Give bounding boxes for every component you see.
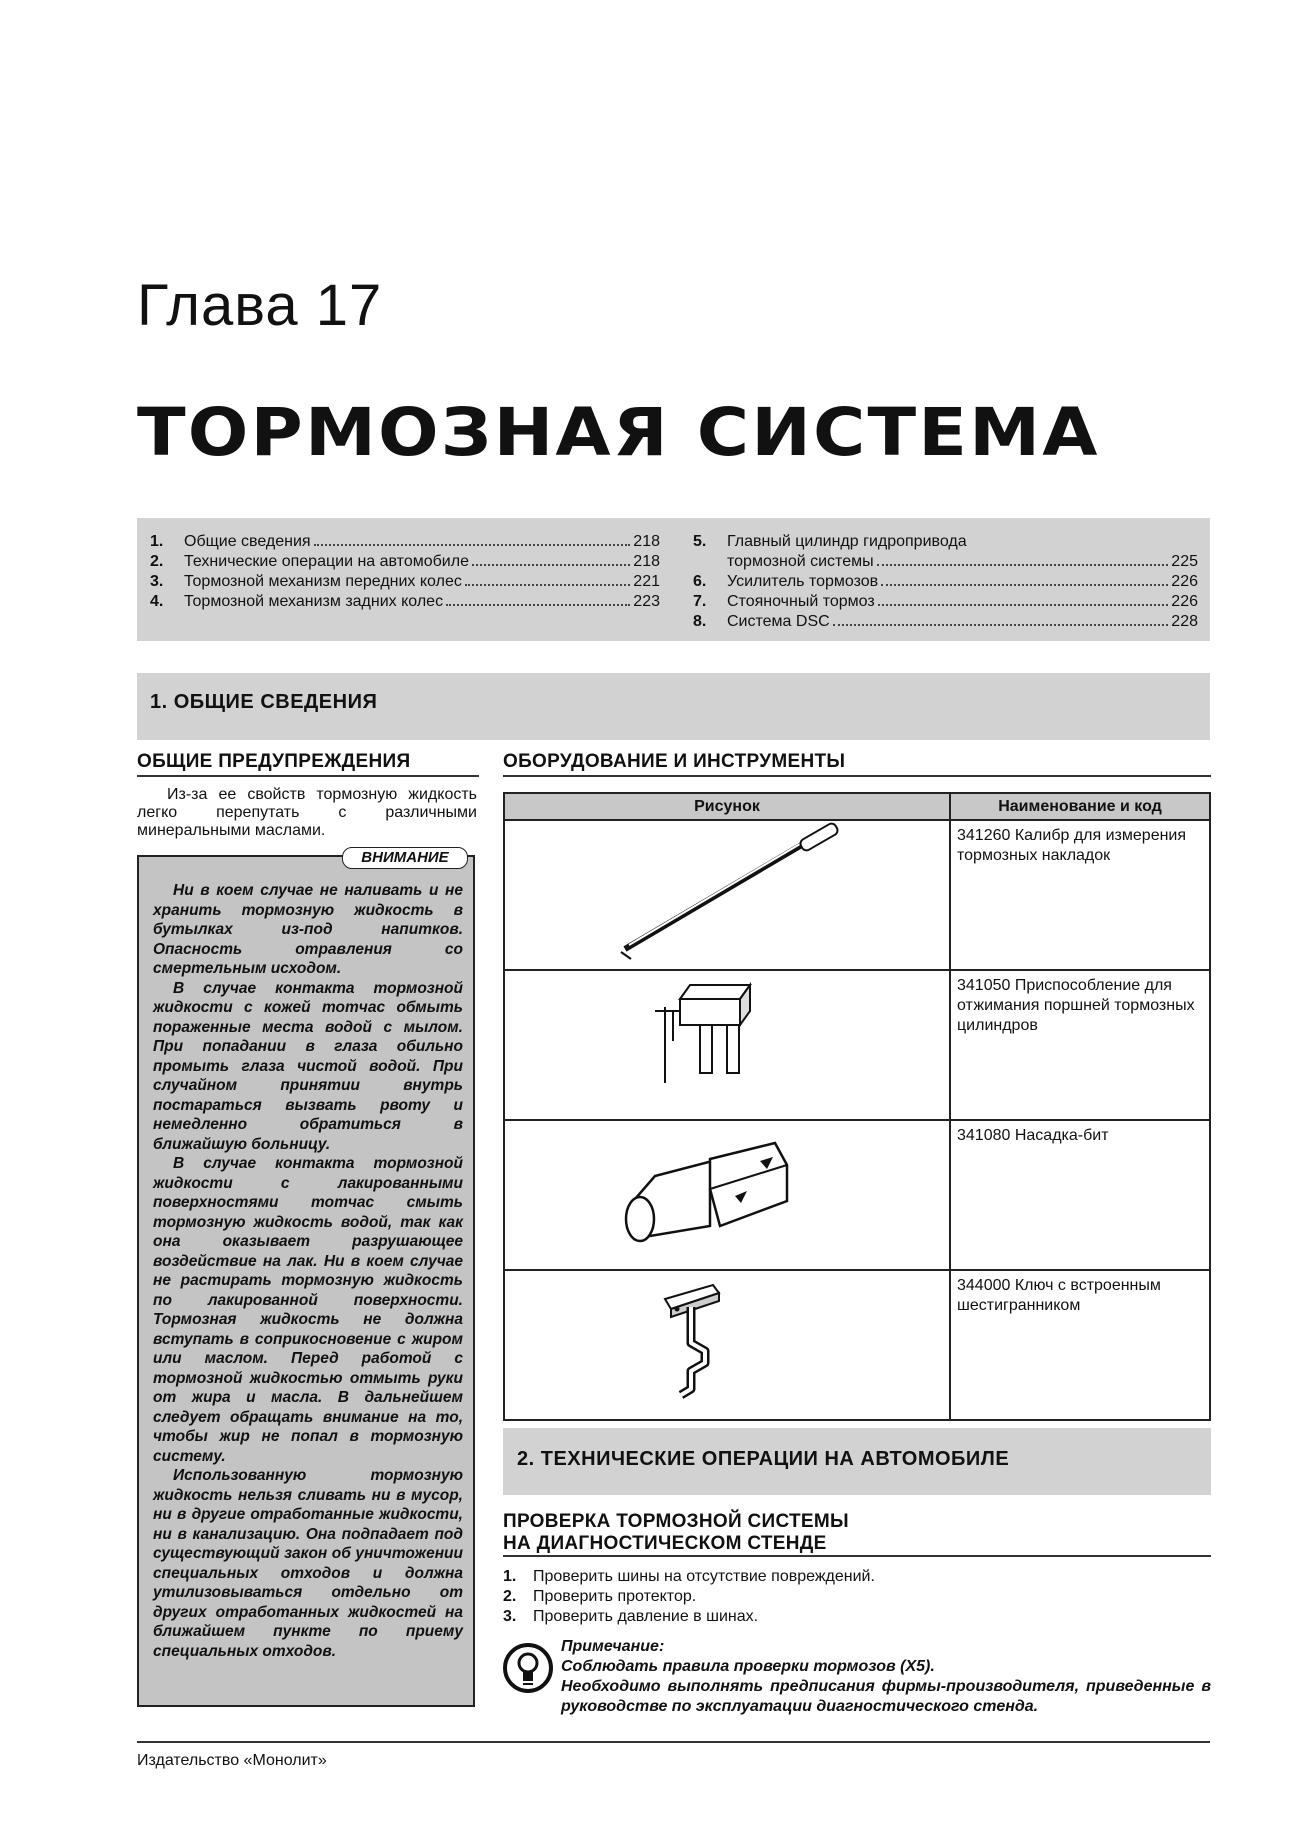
- note-line: Необходимо выполнять предписания фирмы-производителя, приведенные в руководстве по эксплуатации диагностического стенда.: [561, 1678, 1211, 1715]
- toc-item[interactable]: 6. Усилитель тормозов 226: [693, 573, 1198, 590]
- table-of-contents: [137, 518, 1210, 641]
- check-heading-rule: [503, 1555, 1211, 1557]
- attention-text: [153, 881, 463, 1661]
- toc-item[interactable]: 8. Система DSC 228: [693, 613, 1198, 630]
- section-1-title: 1. ОБЩИЕ СВЕДЕНИЯ: [150, 691, 378, 713]
- warnings-heading-rule: [137, 775, 479, 777]
- table-row: [504, 1270, 1210, 1420]
- hex-bit-icon: [505, 1121, 943, 1264]
- hex-key-icon: [505, 1271, 943, 1414]
- tool-picture-cell: [504, 970, 950, 1120]
- toc-item-continued[interactable]: тормозной системы 225: [727, 553, 1198, 570]
- table-row: [504, 970, 1210, 1120]
- equipment-heading: ОБОРУДОВАНИЕ И ИНСТРУМЕНТЫ: [503, 751, 846, 772]
- tool-name: 341080 Насадка-бит: [950, 1120, 1210, 1270]
- section-2-title: 2. ТЕХНИЧЕСКИЕ ОПЕРАЦИИ НА АВТОМОБИЛЕ: [517, 1448, 1010, 1470]
- note-text: [561, 1637, 1211, 1717]
- toc-item[interactable]: 1. Общие сведения 218: [150, 533, 660, 550]
- tool-name: 341260 Калибр для измерения тормозных накладок: [950, 820, 1210, 970]
- warnings-intro: Из-за ее свойств тормозную жидкость легко перепутать с различными минеральными маслами.: [137, 786, 477, 839]
- list-item: 1. Проверить шины на отсутствие повреждений.: [503, 1568, 875, 1585]
- toc-item[interactable]: 5. Главный цилиндр гидропривода: [693, 533, 967, 550]
- chapter-title: ТОРМОЗНАЯ СИСТЕМА: [137, 394, 1100, 471]
- table-row: [504, 1120, 1210, 1270]
- lightbulb-icon: [503, 1643, 553, 1693]
- publisher-footer: Издательство «Монолит»: [137, 1752, 327, 1769]
- attention-paragraph: В случае контакта тормозной жидкости с кожей тотчас обмыть пораженные места водой с мылом. При попадании в глаза обильно промыть глаза чистой водой. При случайном принятии внутрь постараться вызвать рвоту и немедленно обратиться в ближайшую больницу.: [153, 979, 463, 1153]
- toc-item[interactable]: 7. Стояночный тормоз 226: [693, 593, 1198, 610]
- tool-picture-cell: [504, 1270, 950, 1420]
- tool-name: 344000 Ключ с встроенным шестигранником: [950, 1270, 1210, 1420]
- toc-item[interactable]: 2. Технические операции на автомобиле 218: [150, 553, 660, 570]
- section-2-header: [503, 1428, 1211, 1495]
- equipment-table-header: [504, 793, 1210, 820]
- tool-picture-cell: [504, 1120, 950, 1270]
- chapter-number: Глава 17: [137, 273, 383, 338]
- list-item: 2. Проверить протектор.: [503, 1588, 697, 1605]
- tool-name: 341050 Приспособление для отжимания поршней тормозных цилиндров: [950, 970, 1210, 1120]
- list-item: 3. Проверить давление в шинах.: [503, 1608, 759, 1625]
- equipment-table: [503, 792, 1211, 1421]
- toc-item[interactable]: 4. Тормозной механизм задних колес 223: [150, 593, 660, 610]
- equipment-heading-rule: [503, 775, 1211, 777]
- warnings-heading: ОБЩИЕ ПРЕДУПРЕЖДЕНИЯ: [137, 751, 411, 772]
- gauge-icon: [505, 821, 943, 964]
- footer-rule: [137, 1741, 1210, 1743]
- attention-box: [137, 849, 475, 1707]
- note-label: Примечание:: [561, 1638, 665, 1655]
- tool-picture-cell: [504, 820, 950, 970]
- section-1-header: [137, 673, 1210, 740]
- toc-right-column: [693, 532, 1198, 632]
- attention-paragraph: Использованную тормозную жидкость нельзя сливать ни в мусор, ни в другие отработанные жидкости, ни в канализацию. Она подпадает под существующий закон об уничтожении специальных отходов и должна утилизовываться отдельно от других отработанных жидкостей на ближайшем пункте по приему специальных отходов.: [153, 1467, 463, 1660]
- attention-label: ВНИМАНИЕ: [342, 847, 468, 869]
- attention-paragraph: В случае контакта тормозной жидкости с лакированными поверхностями тотчас смыть тормозную жидкость водой, так как она оказывает разрушающее воздействие на лак. Ни в коем случае не растирать тормозную жидкость по лакированной поверхности. Тормозная жидкость не должна вступать в соприкосновение с жиром или маслом. Перед работой с тормозной жидкостью отмыть руки от жира и масла. В дальнейшем следует обращать внимание на то, чтобы жир не попал в тормозную систему.: [153, 1155, 463, 1465]
- toc-item[interactable]: 3. Тормозной механизм передних колес 221: [150, 573, 660, 590]
- check-steps-list: [503, 1567, 875, 1627]
- piston-press-icon: [505, 971, 943, 1114]
- attention-paragraph: Ни в коем случае не наливать и не хранить тормозную жидкость в бутылках из-под напитков. Опасность отравления со смертельным исходом.: [153, 882, 463, 977]
- table-row: [504, 820, 1210, 970]
- toc-left-column: [150, 532, 660, 612]
- column-header-name: Наименование и код: [950, 793, 1210, 820]
- note-line: Соблюдать правила проверки тормозов (X5).: [561, 1658, 935, 1675]
- column-header-picture: Рисунок: [504, 793, 950, 820]
- check-heading: ПРОВЕРКА ТОРМОЗНОЙ СИСТЕМЫ НА ДИАГНОСТИЧЕСКОМ СТЕНДЕ: [503, 1511, 849, 1554]
